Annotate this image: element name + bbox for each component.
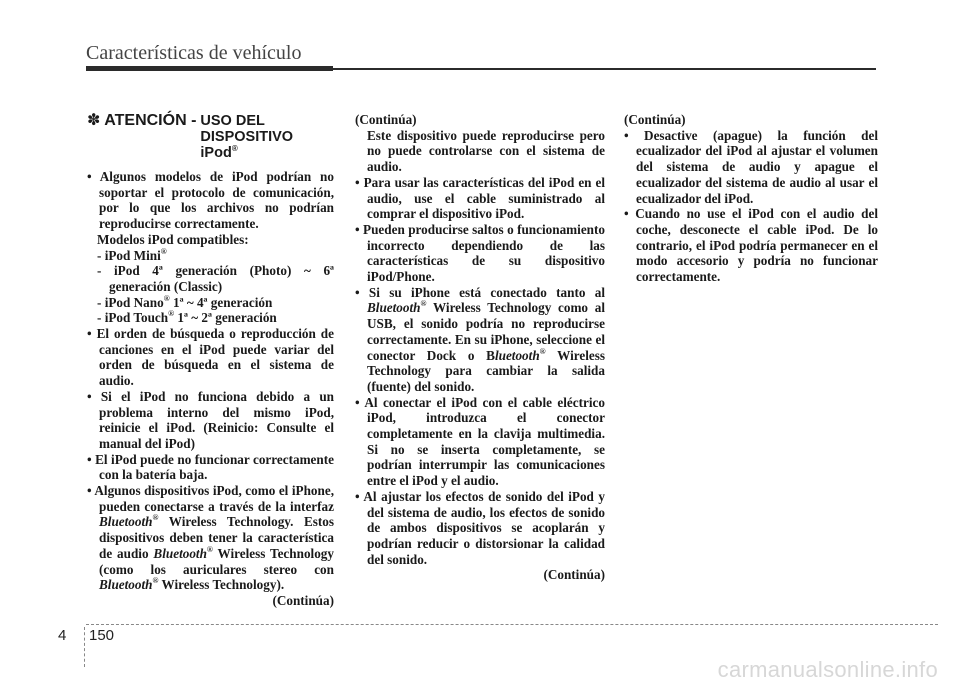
model-item: - iPod Mini®	[97, 246, 167, 263]
list-item: • Al ajustar los efectos de sonido del iPod y del sistema de audio, los efectos de sonido de ambos dispositivos se acoplarán y podrían reducir o distorsionar la calidad del sonido.	[355, 488, 605, 567]
model-item: - iPod Nano® 1ª ~ 4ª generación	[97, 293, 273, 310]
continued-head: (Continúa)	[355, 112, 417, 127]
registered-mark: ®	[231, 144, 238, 153]
list-item: • Si su iPhone está conectado tanto al Bluetooth® Wireless Technology como al USB, el sonido podría no reproducirse correctamente. En su iPhone, seleccione el conector Dock o Bluetooth® Wireless Technology para cambiar la salida (fuente) del sonido.	[355, 284, 605, 394]
warning-heading	[87, 113, 334, 161]
list-item: • Si el iPod no funciona debido a un problema interno del mismo iPod, reinicie el iPod. (Reinicio: Consulte el manual del iPod)	[87, 388, 334, 451]
page-number: 150	[89, 627, 115, 644]
column-2	[355, 112, 605, 583]
list-item: • Algunos modelos de iPod podrían no soportar el protocolo de comunicación, por lo que los archivos no podrían reproducirse correctamente.	[87, 169, 334, 232]
list-item: • Pueden producirse saltos o funcionamiento incorrecto dependiendo de las características de su dispositivo iPod/Phone.	[355, 221, 605, 285]
header-rule-thin	[333, 68, 876, 70]
model-item: - iPod Touch® 1ª ~ 2ª generación	[97, 309, 277, 326]
page-header-title: Características de vehículo	[86, 42, 302, 64]
list-item: • El orden de búsqueda o reproducción de canciones en el iPod puede variar del orden de búsqueda en el sistema de audio.	[87, 326, 334, 389]
warning-lead: ✽ ATENCIÓN -	[87, 112, 197, 129]
list-item: • El iPod puede no funcionar correctamente con la batería baja.	[87, 451, 334, 483]
chapter-number: 4	[58, 627, 67, 644]
continued-label: (Continúa)	[272, 592, 334, 608]
footer-separator	[84, 627, 85, 667]
list-item: • Desactive (apague) la función del ecualizador del iPod al ajustar el volumen del sistema de audio y apague el ecualizador del sistema de audio al usar el ecualizador del iPod.	[624, 127, 878, 206]
continued-head: (Continúa)	[624, 112, 686, 127]
watermark: carmanualsonline.info	[717, 657, 938, 682]
list-item: • Algunos dispositivos iPod, como el iPhone, pueden conectarse a través de la interfaz Bluetooth® Wireless Technology. Estos dispositivos deben tener la característica de audio Bluetooth® Wireless Technology (como los auriculares stereo con Bluetooth® Wireless Technology).	[87, 483, 334, 593]
header-rule-thick	[86, 66, 333, 71]
models-label: Modelos iPod compatibles:	[97, 231, 249, 247]
model-item: - iPod 4ª generación (Photo) ~ 6ª generación (Classic)	[97, 263, 334, 294]
column-3	[624, 112, 878, 285]
column-1	[87, 113, 334, 609]
warning-topic: USO DEL DISPOSITIVO iPod®	[200, 113, 294, 161]
intro-text: Este dispositivo puede reproducirse pero no puede controlarse con el sistema de audio.	[367, 127, 605, 175]
list-item: • Cuando no use el iPod con el audio del coche, desconecte el cable iPod. De lo contrario, el iPod podría permanecer en el modo accesorio y podría no funcionar correctamente.	[624, 206, 878, 285]
continued-label: (Continúa)	[543, 567, 605, 583]
footer-rule	[86, 624, 938, 625]
list-item: • Para usar las características del iPod en el audio, use el cable suministrado al comprar el dispositivo iPod.	[355, 174, 605, 222]
list-item: • Al conectar el iPod con el cable eléctrico iPod, introduzca el conector completamente en la clavija multimedia. Si no se inserta completamente, se podrían interrumpir las comunicaciones entre el iPod y el audio.	[355, 394, 605, 489]
